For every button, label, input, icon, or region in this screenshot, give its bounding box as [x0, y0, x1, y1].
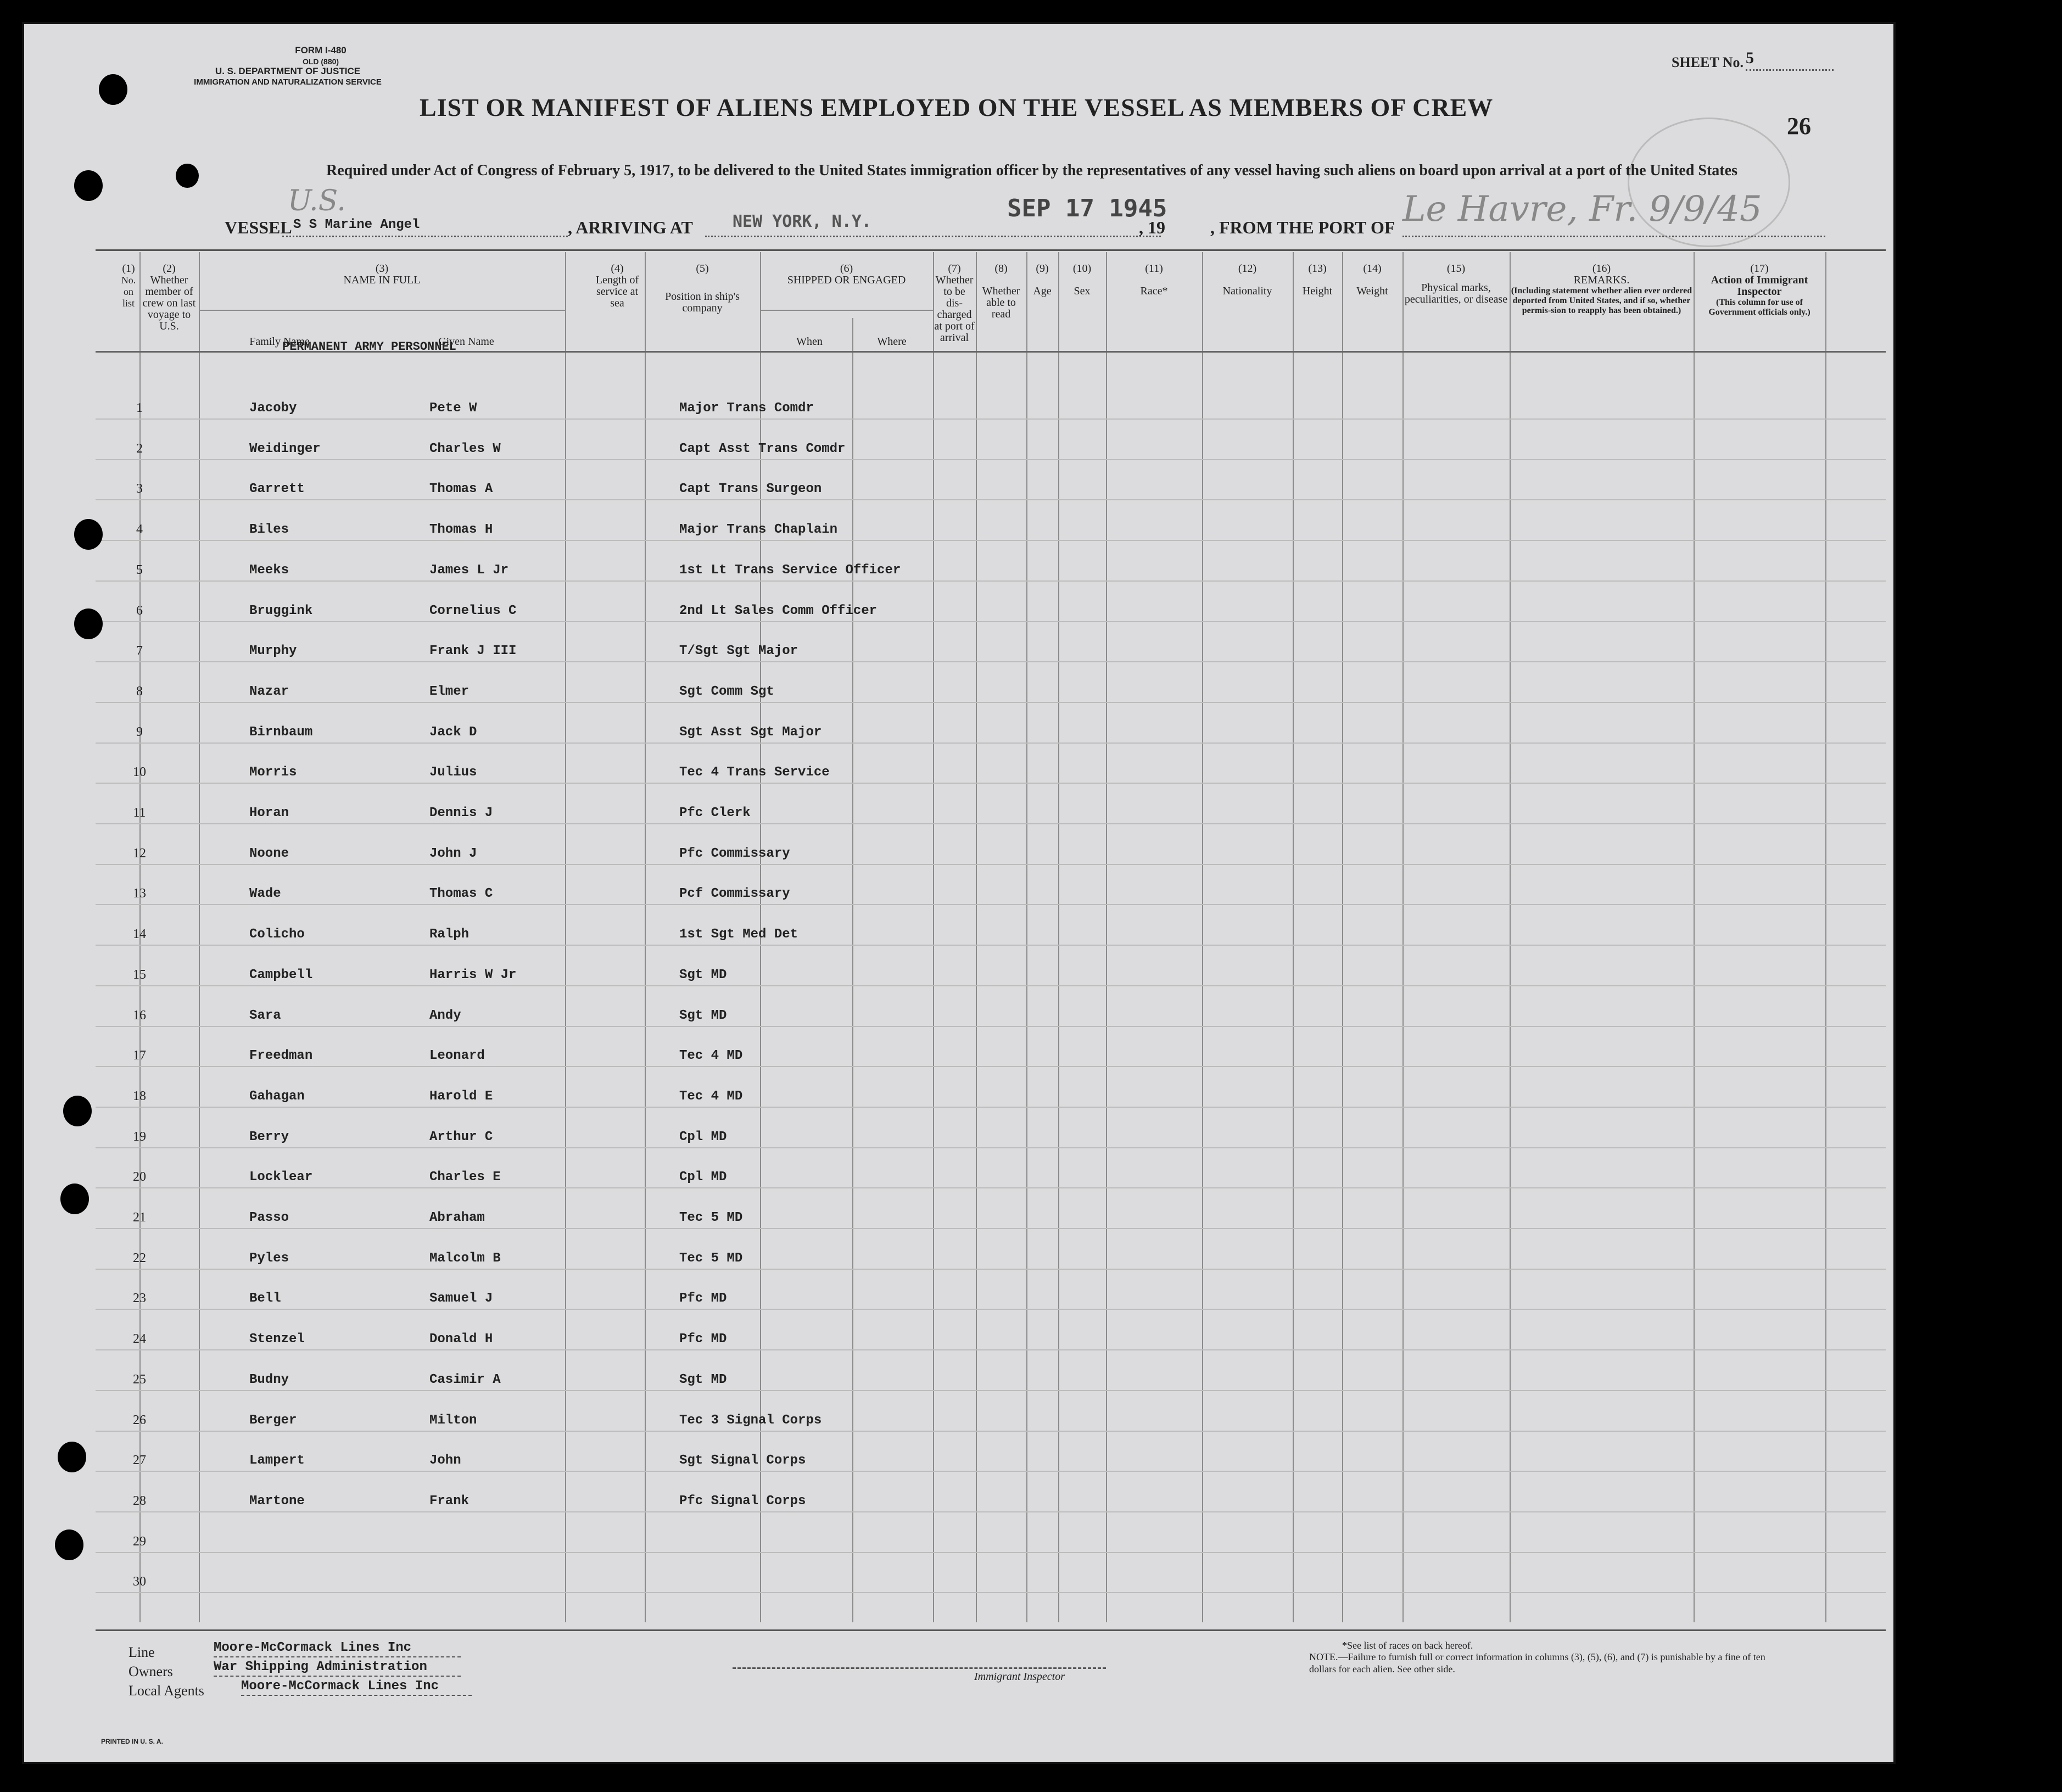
given-name: Abraham	[429, 1210, 485, 1225]
row-number: 6	[136, 604, 143, 618]
vessel-underline	[282, 236, 568, 237]
row-rule	[96, 823, 1886, 824]
given-name: Leonard	[429, 1048, 485, 1063]
row-rule	[96, 945, 1886, 946]
position: Tec 5 MD	[679, 1251, 743, 1266]
given-name: John J	[429, 846, 477, 861]
family-name: Berry	[249, 1130, 289, 1145]
row-number: 11	[133, 806, 146, 820]
department-name: U. S. DEPARTMENT OF JUSTICE	[215, 66, 361, 76]
owners-underline	[214, 1676, 461, 1677]
sheet-label: SHEET No.	[1672, 54, 1744, 70]
position: Tec 4 MD	[679, 1089, 743, 1104]
col-1-header	[119, 263, 138, 309]
col-6-header	[761, 263, 932, 286]
from-port-value: Le Havre, Fr. 9/9/45	[1402, 189, 1762, 230]
row-number: 18	[133, 1089, 146, 1103]
row-number: 13	[133, 886, 146, 901]
col-5-header	[650, 263, 755, 314]
col-2-label: Whether member of crew on last voyage to U.S.	[142, 274, 196, 332]
given-name: Arthur C	[429, 1130, 493, 1145]
row-rule	[96, 1187, 1886, 1188]
family-name: Locklear	[249, 1170, 313, 1185]
row-rule	[96, 1228, 1886, 1229]
col-2-header	[141, 263, 198, 332]
col-10-num: (10)	[1072, 263, 1092, 275]
col-14-num: (14)	[1363, 263, 1382, 275]
row-rule	[96, 540, 1886, 541]
col-15-num: (15)	[1446, 263, 1466, 275]
row-number: 17	[133, 1048, 146, 1063]
row-rule	[96, 1107, 1886, 1108]
given-name: Cornelius C	[429, 604, 517, 618]
given-name: Harold E	[429, 1089, 493, 1104]
row-number: 8	[136, 684, 143, 699]
col-14-label: Weight	[1356, 285, 1388, 297]
family-name: Horan	[249, 806, 289, 820]
position: Sgt Asst Sgt Major	[679, 725, 822, 740]
position: T/Sgt Sgt Major	[679, 644, 798, 658]
page-mark: 26	[1787, 113, 1811, 139]
row-number: 15	[133, 968, 146, 982]
owners-value: War Shipping Administration	[214, 1660, 427, 1674]
agents-underline	[241, 1695, 472, 1696]
row-rule	[96, 702, 1886, 703]
row-number: 25	[133, 1372, 146, 1387]
given-name: Charles E	[429, 1170, 501, 1185]
position: Sgt MD	[679, 1372, 727, 1387]
inspector-label: Immigrant Inspector	[974, 1671, 1065, 1683]
col-5-label: Position in ship's company	[665, 291, 740, 314]
family-name: Murphy	[249, 644, 297, 658]
position: Pfc MD	[679, 1291, 727, 1306]
where-header: Where	[877, 336, 907, 348]
given-name: James L Jr	[429, 563, 509, 578]
row-rule	[96, 1592, 1886, 1593]
family-name: Budny	[249, 1372, 289, 1387]
row-number: 4	[136, 522, 143, 537]
row-rule	[96, 1349, 1886, 1350]
row-rule	[96, 1309, 1886, 1310]
agents-value: Moore-McCormack Lines Inc	[241, 1679, 439, 1694]
row-number: 29	[133, 1534, 146, 1549]
position: 1st Lt Trans Service Officer	[679, 563, 901, 578]
family-name: Passo	[249, 1210, 289, 1225]
col-4-label: Length of service at sea	[595, 274, 639, 309]
row-number: 26	[133, 1413, 146, 1427]
col-13-label: Height	[1302, 285, 1333, 297]
col-9-header	[1027, 263, 1057, 297]
given-name: Andy	[429, 1008, 461, 1023]
position: Pfc MD	[679, 1332, 727, 1347]
given-name: Dennis J	[429, 806, 493, 820]
sheet-value: 5	[1746, 49, 1754, 67]
line-value: Moore-McCormack Lines Inc	[214, 1640, 412, 1655]
form-old-number: OLD (880)	[302, 57, 339, 66]
row-rule	[96, 1390, 1886, 1391]
position: Pfc Clerk	[679, 806, 751, 820]
col-15-header	[1404, 263, 1508, 305]
col-6-label: SHIPPED OR ENGAGED	[787, 274, 906, 286]
col-7-num: (7)	[948, 263, 961, 275]
printed-note: PRINTED IN U. S. A.	[101, 1738, 163, 1745]
row-rule	[96, 783, 1886, 784]
row-rule	[96, 743, 1886, 744]
vessel-value: S S Marine Angel	[293, 217, 420, 232]
row-rule	[96, 661, 1886, 662]
row-number: 27	[133, 1453, 146, 1467]
row-rule	[96, 864, 1886, 865]
col-3-header	[200, 263, 564, 286]
family-name: Noone	[249, 846, 289, 861]
section-heading: PERMANENT ARMY PERSONNEL	[282, 340, 456, 354]
family-name: Bell	[249, 1291, 281, 1306]
col-7-header	[934, 263, 975, 344]
when-header: When	[796, 336, 823, 348]
given-name: Julius	[429, 765, 477, 780]
row-number: 23	[133, 1291, 146, 1305]
col-13-num: (13)	[1308, 263, 1327, 275]
given-name: Frank	[429, 1494, 470, 1509]
row-number: 7	[136, 644, 143, 658]
given-name: Charles W	[429, 442, 501, 456]
note-races: *See list of races on back hereof.	[1342, 1640, 1473, 1651]
row-rule	[96, 418, 1886, 420]
row-rule	[96, 621, 1886, 622]
family-name: Pyles	[249, 1251, 289, 1266]
row-number: 30	[133, 1575, 146, 1589]
row-number: 1	[136, 401, 143, 415]
family-name: Sara	[249, 1008, 281, 1023]
row-number: 10	[133, 765, 146, 779]
note-text: NOTE.—Failure to furnish full or correct information in columns (3), (5), (6), and (7) is punishable by a fine of ten dollars for each alien. See other side.	[1309, 1651, 1765, 1674]
family-name: Jacoby	[249, 401, 297, 416]
given-name: Frank J III	[429, 644, 517, 658]
col-5-num: (5)	[696, 263, 709, 275]
position: Cpl MD	[679, 1130, 727, 1145]
year-label: , 19	[1139, 217, 1165, 237]
col-8-num: (8)	[994, 263, 1008, 275]
col-7-label: Whether to be dis-charged at port of arrival	[934, 274, 975, 344]
position: Tec 4 Trans Service	[679, 765, 830, 780]
row-rule	[96, 985, 1886, 986]
family-name: Nazar	[249, 684, 289, 699]
given-name: Thomas H	[429, 522, 493, 537]
date-stamp: SEP 17 1945	[1007, 194, 1167, 222]
family-name: Freedman	[249, 1048, 313, 1063]
row-rule	[96, 1066, 1886, 1067]
position: Sgt MD	[679, 968, 727, 982]
position: Pcf Commissary	[679, 886, 790, 901]
given-name: Thomas A	[429, 482, 493, 496]
col-3-label: NAME IN FULL	[343, 274, 421, 286]
arriving-value: NEW YORK, N.Y.	[733, 212, 871, 231]
col-14-header	[1343, 263, 1401, 297]
col-6-num: (6)	[840, 263, 853, 275]
position: 1st Sgt Med Det	[679, 927, 798, 942]
family-name: Birnbaum	[249, 725, 313, 740]
col-8-label: Whether able to read	[982, 285, 1020, 320]
arriving-underline	[705, 236, 1161, 237]
family-name: Stenzel	[249, 1332, 305, 1347]
position: Tec 4 MD	[679, 1048, 743, 1063]
position: Major Trans Comdr	[679, 401, 814, 416]
vessel-handwritten: U.S.	[288, 185, 346, 217]
row-rule	[96, 459, 1886, 460]
manifest-sheet	[22, 22, 1896, 1764]
position: Sgt MD	[679, 1008, 727, 1023]
given-name: Harris W Jr	[429, 968, 517, 982]
col-13-header	[1294, 263, 1341, 297]
service-name: IMMIGRATION AND NATURALIZATION SERVICE	[194, 77, 382, 87]
vessel-label: VESSEL	[225, 217, 292, 237]
family-name: Lampert	[249, 1453, 305, 1468]
given-name: Ralph	[429, 927, 470, 942]
position: Pfc Signal Corps	[679, 1494, 806, 1509]
row-rule	[96, 1552, 1886, 1553]
row-number: 20	[133, 1170, 146, 1184]
position: Major Trans Chaplain	[679, 522, 838, 537]
row-rule	[96, 1269, 1886, 1270]
row-rule	[96, 1026, 1886, 1027]
family-name: Weidinger	[249, 442, 321, 456]
col-17-label: Action of Immigrant Inspector	[1711, 274, 1808, 298]
col-17-header	[1695, 263, 1824, 317]
row-number: 5	[136, 563, 143, 577]
position: 2nd Lt Sales Comm Officer	[679, 604, 878, 618]
col-9-num: (9)	[1036, 263, 1049, 275]
family-name-header: Family Name	[249, 336, 310, 348]
row-number: 28	[133, 1494, 146, 1508]
family-name: Morris	[249, 765, 297, 780]
col-11-label: Race*	[1140, 285, 1168, 297]
arriving-label: , ARRIVING AT	[568, 217, 693, 237]
family-name: Bruggink	[249, 604, 313, 618]
col-1-num: (1)	[122, 263, 135, 275]
from-port-label: , FROM THE PORT OF	[1210, 217, 1395, 237]
position: Capt Trans Surgeon	[679, 482, 822, 496]
form-number: FORM I-480	[295, 45, 347, 55]
col-1-label: No. on list	[121, 275, 136, 309]
family-name: Colicho	[249, 927, 305, 942]
position: Tec 3 Signal Corps	[679, 1413, 822, 1428]
row-number: 9	[136, 725, 143, 739]
row-number: 14	[133, 927, 146, 941]
family-name: Garrett	[249, 482, 305, 496]
position: Pfc Commissary	[679, 846, 790, 861]
row-rule	[96, 1511, 1886, 1512]
row-rule	[96, 1471, 1886, 1472]
col-16-num: (16)	[1592, 263, 1611, 275]
col-9-label: Age	[1033, 285, 1052, 297]
given-name: Samuel J	[429, 1291, 493, 1306]
col-11-header	[1107, 263, 1201, 297]
line-underline	[214, 1656, 461, 1657]
row-number: 3	[136, 482, 143, 496]
col-12-label: Nationality	[1222, 285, 1272, 297]
owners-label: Owners	[128, 1663, 173, 1679]
row-number: 24	[133, 1332, 146, 1346]
row-number: 19	[133, 1130, 146, 1144]
family-name: Meeks	[249, 563, 289, 578]
position: Capt Asst Trans Comdr	[679, 442, 846, 456]
col-11-num: (11)	[1145, 263, 1163, 275]
page-subtitle: Required under Act of Congress of February 5, 1917, to be delivered to the United States immigration officer by the representatives of any vessel having such aliens on board upon arrival at a port of the United States	[326, 162, 1737, 179]
col-2-num: (2)	[163, 263, 176, 275]
position: Tec 5 MD	[679, 1210, 743, 1225]
row-number: 22	[133, 1251, 146, 1265]
col-10-label: Sex	[1074, 285, 1091, 297]
col-17-num: (17)	[1750, 263, 1769, 275]
position: Sgt Signal Corps	[679, 1453, 806, 1468]
col-16-label: REMARKS.	[1573, 274, 1630, 286]
col-16-note: (Including statement whether alien ever ordered deported from United States, and if so, whether permis-sion to reapply has been obtained.)	[1511, 286, 1692, 315]
row-rule	[96, 904, 1886, 905]
given-name: Jack D	[429, 725, 477, 740]
given-name: Pete W	[429, 401, 477, 416]
given-name-header: Given Name	[438, 336, 494, 348]
sheet-underline	[1746, 69, 1834, 71]
row-rule	[96, 580, 1886, 582]
family-name: Gahagan	[249, 1089, 305, 1104]
row-number: 12	[133, 846, 146, 861]
col-12-num: (12)	[1238, 263, 1257, 275]
inspector-signature-line	[733, 1667, 1106, 1669]
given-name: Casimir A	[429, 1372, 501, 1387]
col-12-header	[1203, 263, 1292, 297]
row-rule	[96, 1147, 1886, 1148]
row-rule	[96, 499, 1886, 500]
col-16-header	[1511, 263, 1692, 316]
row-rule	[96, 1431, 1886, 1432]
col-8-header	[977, 263, 1025, 320]
col-4-num: (4)	[611, 263, 624, 275]
given-name: Elmer	[429, 684, 470, 699]
given-name: Milton	[429, 1413, 477, 1428]
col-4-header	[593, 263, 642, 309]
col-3-num: (3)	[375, 263, 389, 275]
family-name: Berger	[249, 1413, 297, 1428]
col-10-header	[1059, 263, 1105, 297]
given-name: Donald H	[429, 1332, 493, 1347]
from-port-underline	[1402, 236, 1825, 237]
family-name: Martone	[249, 1494, 305, 1509]
given-name: Thomas C	[429, 886, 493, 901]
col-15-label: Physical marks, peculiarities, or disease	[1404, 282, 1508, 305]
col-17-note: (This column for use of Government officials only.)	[1708, 298, 1810, 317]
family-name: Biles	[249, 522, 289, 537]
row-number: 2	[136, 442, 143, 456]
row-number: 16	[133, 1008, 146, 1023]
given-name: Malcolm B	[429, 1251, 501, 1266]
line-label: Line	[128, 1644, 155, 1660]
family-name: Wade	[249, 886, 281, 901]
page-title: LIST OR MANIFEST OF ALIENS EMPLOYED ON THE VESSEL AS MEMBERS OF CREW	[420, 93, 1494, 121]
position: Cpl MD	[679, 1170, 727, 1185]
position: Sgt Comm Sgt	[679, 684, 774, 699]
family-name: Campbell	[249, 968, 313, 982]
agents-label: Local Agents	[128, 1683, 204, 1699]
given-name: John	[429, 1453, 461, 1468]
row-number: 21	[133, 1210, 146, 1225]
manifest-table	[96, 249, 1886, 1631]
